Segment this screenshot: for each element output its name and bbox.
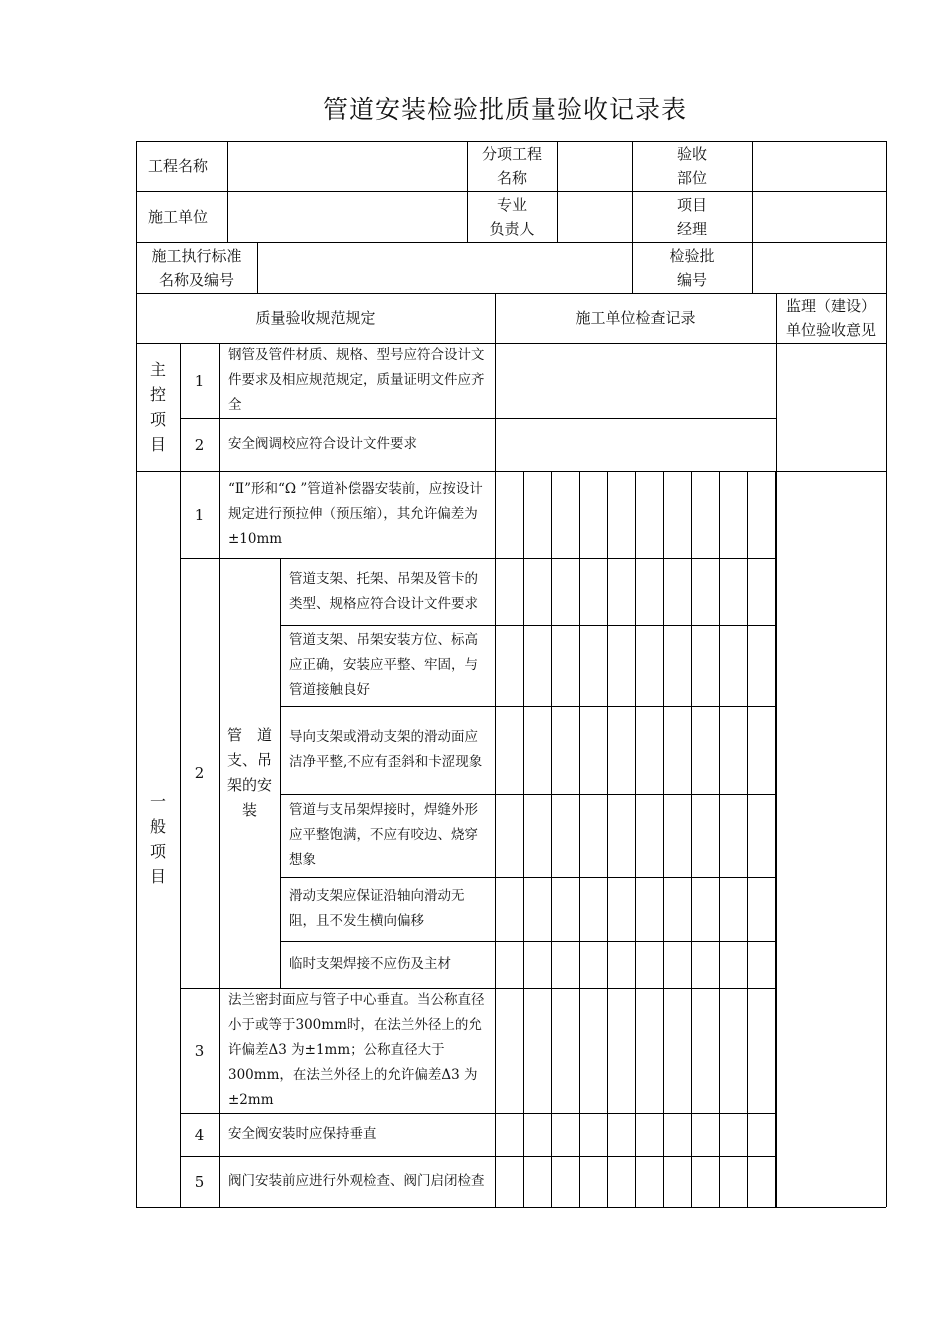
sub-project-value[interactable]	[557, 141, 632, 191]
general-item-4-text: 安全阀安装时应保持垂直	[228, 1126, 377, 1142]
project-manager-value[interactable]	[752, 191, 886, 242]
general-item-2-number: 2	[194, 764, 205, 782]
grid-line-v	[663, 471, 664, 1207]
general-item-5-text: 阀门安装前应进行外观检查、阀门启闭检查	[228, 1173, 485, 1189]
main-item-2-text: 安全阀调校应符合设计文件要求	[228, 436, 417, 452]
support-sub-item-6: 临时支架焊接不应伤及主材	[289, 956, 451, 972]
record-column-header: 施工单位检查记录	[575, 309, 696, 327]
project-manager-label: 项目 经理	[676, 195, 707, 238]
acceptance-part-value[interactable]	[752, 141, 886, 191]
general-item-4-number: 4	[194, 1125, 205, 1144]
main-control-category: 主 控 项 目	[149, 360, 166, 454]
main-control-supervision-opinion[interactable]	[776, 343, 886, 471]
grid-line-v	[691, 471, 692, 1207]
construction-unit-value[interactable]	[227, 191, 467, 242]
general-category: 一 般 项 目	[149, 792, 166, 886]
standard-label: 施工执行标准 名称及编号	[151, 246, 242, 289]
main-item-2-record[interactable]	[495, 418, 776, 471]
inspection-record-table	[136, 141, 886, 1207]
project-name-value[interactable]	[227, 141, 467, 191]
general-supervision-opinion[interactable]	[776, 471, 886, 1207]
sub-project-label: 分项工程 名称	[481, 145, 542, 187]
main-item-1-number: 1	[194, 371, 205, 390]
support-sub-item-5: 滑动支架应保证沿轴向滑动无阻，且不发生横向偏移	[289, 888, 465, 929]
general-item-1-text: “Ⅱ”形和“Ω ”管道补偿器安装前，应按设计规定进行预拉伸（预压缩），其允许偏差为±10mm	[228, 481, 483, 547]
general-item-3-number: 3	[194, 1041, 205, 1060]
general-item-1-number: 1	[194, 505, 205, 524]
support-sub-item-4: 管道与支吊架焊接时，焊缝外形应平整饱满，不应有咬边、烧穿想象	[289, 802, 478, 868]
specialist-label: 专业 负责人	[489, 195, 535, 238]
general-item-2-group: 管 道 支、吊 架的安 装	[226, 726, 272, 819]
grid-line-v	[719, 471, 720, 1207]
grid-line-v	[747, 471, 748, 1207]
project-name-label: 工程名称	[148, 157, 209, 175]
specialist-value[interactable]	[557, 191, 632, 242]
support-sub-item-2: 管道支架、吊架安装方位、标高应正确，安装应平整、牢固，与管道接触良好	[289, 632, 478, 698]
acceptance-part-label: 验收 部位	[676, 145, 707, 187]
batch-no-value[interactable]	[752, 242, 886, 293]
main-item-2-number: 2	[194, 435, 205, 454]
table-border-bottom	[136, 1207, 886, 1208]
grid-line-v	[635, 471, 636, 1207]
general-item-5-number: 5	[194, 1172, 205, 1191]
grid-line-v	[551, 471, 552, 1207]
construction-unit-label: 施工单位	[148, 207, 209, 226]
spec-column-header: 质量验收规范规定	[255, 309, 376, 327]
support-sub-item-3: 导向支架或滑动支架的滑动面应洁净平整,不应有歪斜和卡涩现象	[289, 729, 483, 770]
table-border-right	[886, 141, 887, 1207]
standard-value[interactable]	[257, 242, 632, 293]
grid-line-v	[523, 471, 524, 1207]
main-item-1-text: 钢管及管件材质、规格、型号应符合设计文件要求及相应规范规定，质量证明文件应齐全	[228, 347, 485, 413]
grid-line-v	[607, 471, 608, 1207]
support-sub-item-1: 管道支架、托架、吊架及管卡的类型、规格应符合设计文件要求	[289, 570, 478, 612]
grid-line-v	[579, 471, 580, 1207]
page-title: 管道安装检验批质量验收记录表	[322, 95, 687, 124]
general-item-3-text: 法兰密封面应与管子中心垂直。当公称直径小于或等于300mm时，在法兰外径上的允许偏差Δ3 为±1mm；公称直径大于 300mm，在法兰外径上的允许偏差Δ3 为±2mm	[228, 992, 485, 1108]
batch-no-label: 检验批 编号	[669, 246, 715, 289]
main-item-1-record[interactable]	[495, 343, 776, 418]
supervision-column-header: 监理（建设） 单位验收意见	[785, 297, 876, 339]
